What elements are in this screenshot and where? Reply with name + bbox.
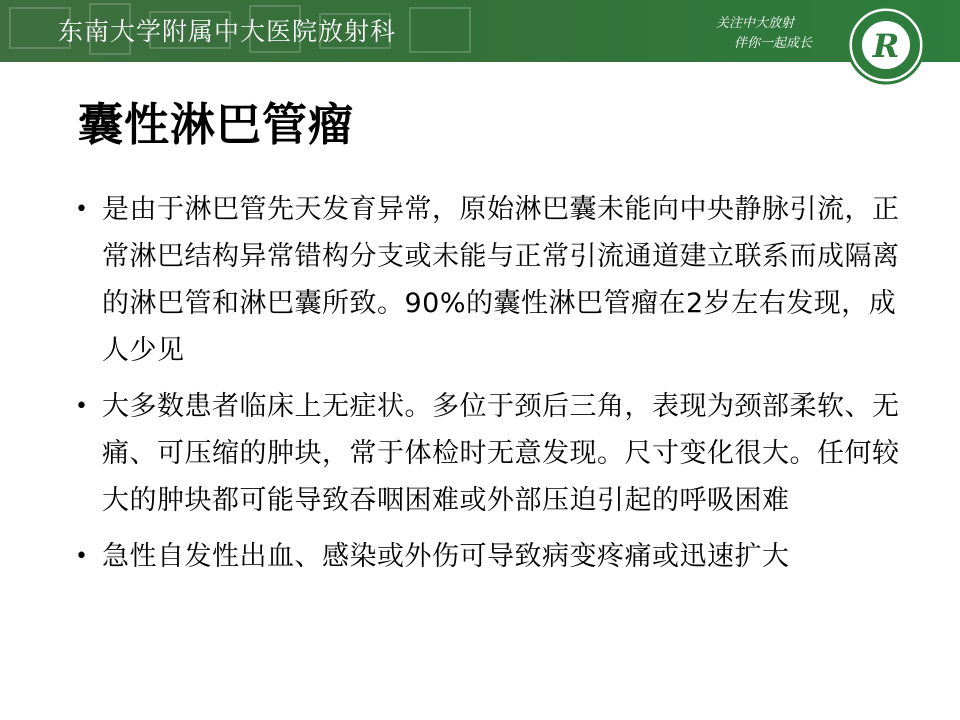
bullet-text: 大多数患者临床上无症状。多位于颈后三角，表现为颈部柔软、无痛、可压缩的肿块，常于体检时无意发现。尺寸变化很大。任何较大的肿块都可能导致吞咽困难或外部压迫引起的呼吸困难 (102, 391, 900, 516)
slogan-line-2: 伴你一起成长 (734, 36, 813, 51)
header-banner (0, 0, 960, 62)
bullet-icon: • (75, 544, 89, 569)
department-name: 东南大学附属中大医院放射科 (58, 17, 397, 46)
bullet-item (72, 186, 902, 374)
slide-title: 囊性淋巴管瘤 (78, 98, 355, 151)
slogan-line-1: 关注中大放射 (716, 16, 795, 31)
bullet-text: 是由于淋巴管先天发育异常，原始淋巴囊未能向中央静脉引流，正常淋巴结构异常错构分支或未能与正常引流通道建立联系而成隔离的淋巴管和淋巴囊所致。90%的囊性淋巴管瘤在2岁左右发现，成人少见 (102, 194, 900, 366)
hospital-logo-icon (846, 5, 926, 85)
bullet-item (72, 533, 902, 580)
bullet-icon: • (75, 394, 89, 419)
logo-letter: R (872, 27, 900, 65)
bullet-list (72, 186, 902, 589)
slogan (716, 14, 826, 54)
bullet-icon: • (75, 197, 89, 222)
bullet-item (72, 383, 902, 524)
bullet-text: 急性自发性出血、感染或外伤可导致病变疼痛或迅速扩大 (102, 541, 790, 572)
